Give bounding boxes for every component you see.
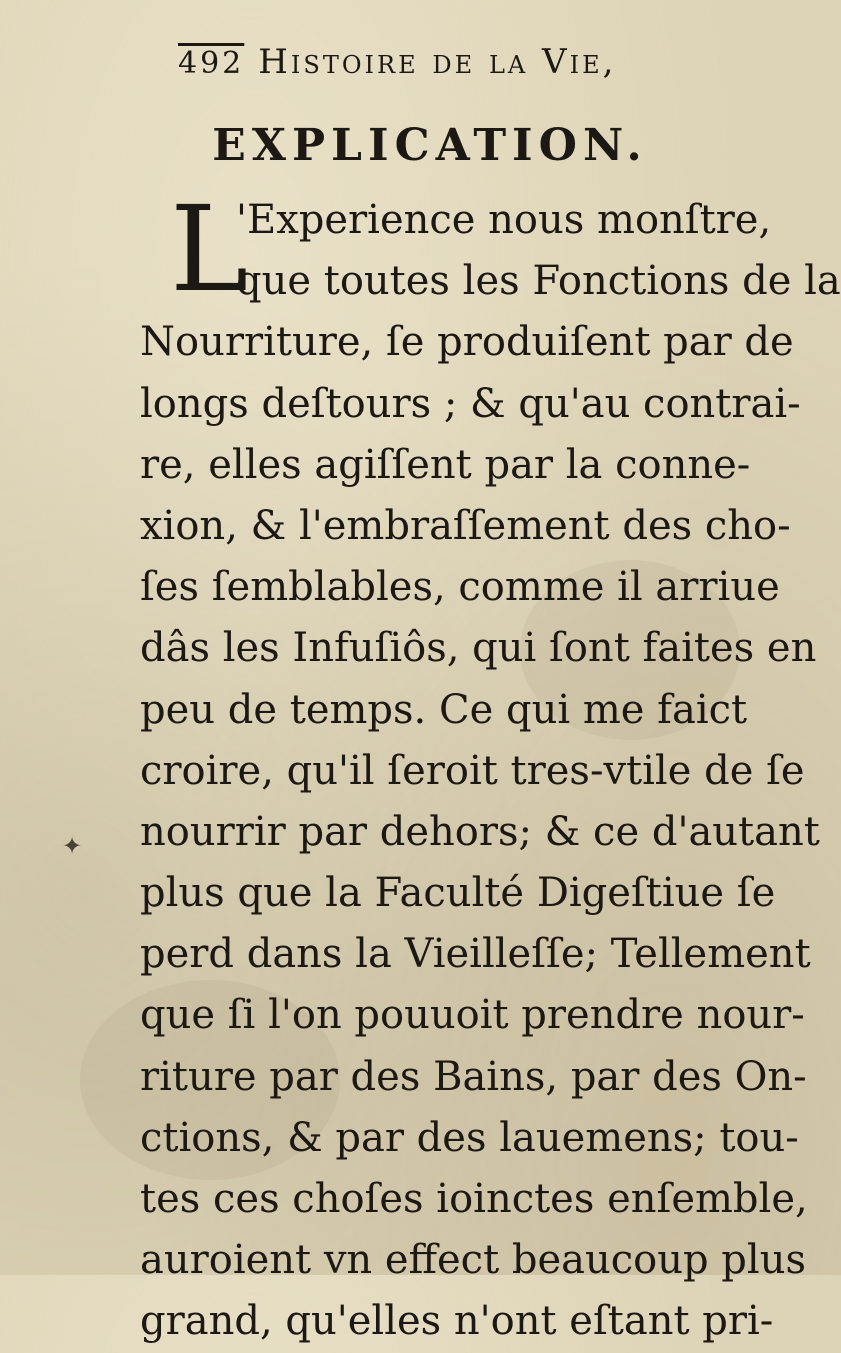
text-line: 'Experience nous monſtre, (236, 197, 772, 243)
margin-ornament-icon: ✦ (62, 832, 83, 860)
text-line: dâs les Infuſiôs, qui ſont faites en (140, 625, 817, 672)
text-line: Nourriture, ſe produiſent par de (140, 319, 794, 366)
text-line: que toutes les Fonctions de la (236, 258, 841, 305)
text-line: re, elles agiſſent par la conne- (140, 441, 751, 488)
text-line: croire, qu'il ſeroit tres-vtile de ſe (140, 747, 805, 794)
text-line: peu de temps. Ce qui me faict (140, 686, 748, 733)
text-line: que ſi l'on pouuoit prendre nour- (140, 992, 805, 1039)
text-line: longs deſtours ; & qu'au contrai- (140, 380, 801, 427)
text-line: ſes ſemblables, comme il arriue (140, 564, 780, 611)
text-line: riture par des Bains, par des On- (140, 1053, 807, 1100)
body-text (140, 180, 841, 1345)
page-number: 492 (178, 46, 245, 81)
drop-cap: L (170, 180, 249, 318)
text-line: tes ces choſes ioinctes enſemble, (140, 1176, 808, 1222)
text-line: perd dans la Vieilleſſe; Tellement (140, 931, 811, 978)
text-line: grand, qu'elles n'ont eſtant pri- (140, 1298, 774, 1345)
text-line: nourrir par dehors; & ce d'autant (140, 808, 820, 855)
text-line: ctions, & par des lauemens; tou- (140, 1114, 799, 1161)
section-title: EXPLICATION. (212, 120, 648, 171)
running-head (178, 42, 738, 102)
running-title: Histoire de la Vie, (258, 42, 617, 82)
text-line: xion, & l'embraſſement des cho- (140, 502, 791, 549)
text-line: plus que la Faculté Digeſtiue ſe (140, 870, 776, 917)
text-line: auroient vn effect beaucoup plus (140, 1237, 806, 1284)
